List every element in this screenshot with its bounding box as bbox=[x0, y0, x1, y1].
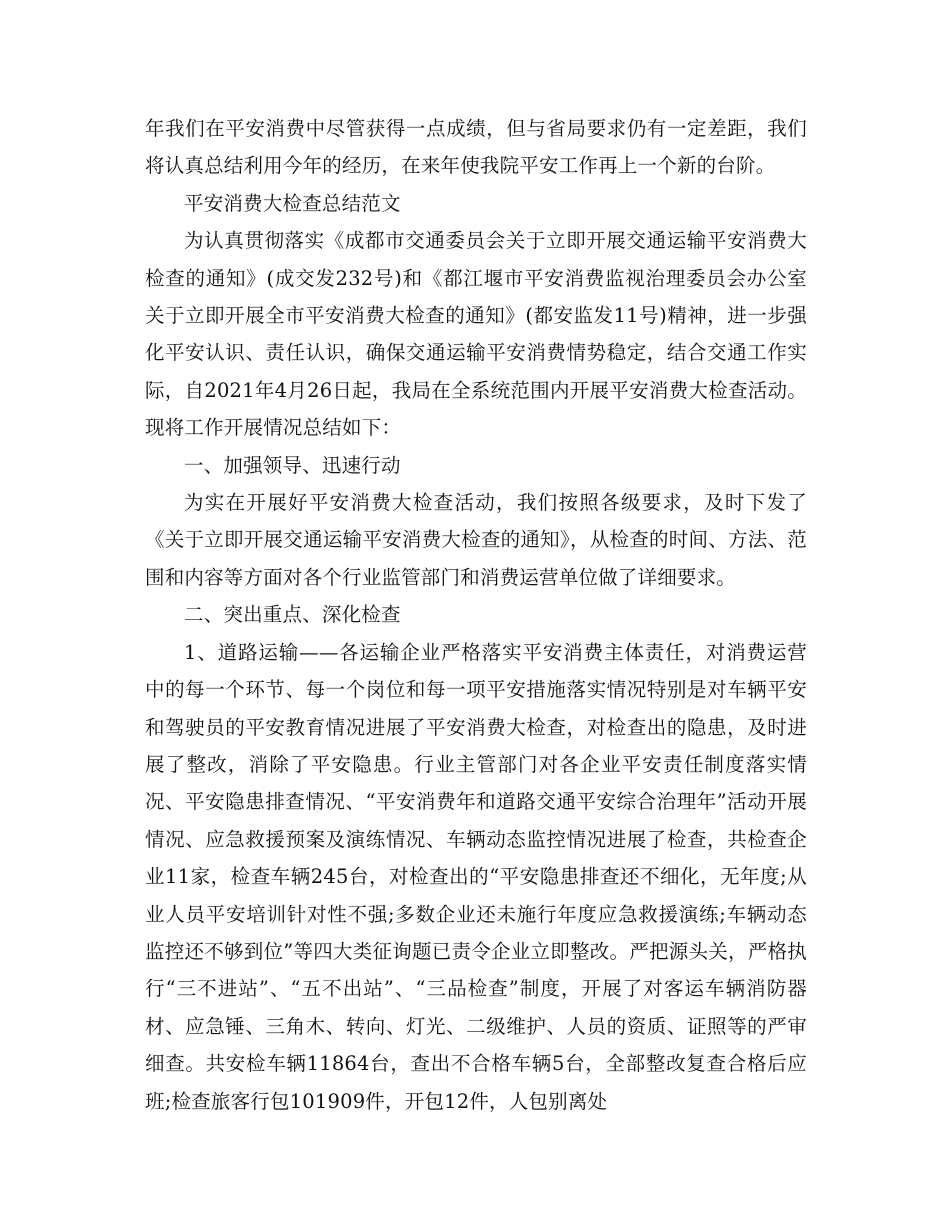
paragraph-leadership: 为实在开展好平安消费大检查活动，我们按照各级要求，及时下发了《关于立即开展交通运输平安消费大检查的通知》，从检查的时间、方法、范围和内容等方面对各个行业监管部门和消费运营单位做了详细要求。 bbox=[145, 491, 807, 589]
heading-one: 一、加强领导、迅速行动 bbox=[184, 453, 401, 477]
heading-two: 二、突出重点、深化检查 bbox=[184, 603, 401, 627]
document-body bbox=[145, 110, 807, 1120]
section-title: 平安消费大检查总结范文 bbox=[184, 191, 401, 215]
paragraph-road-transport: 1、道路运输——各运输企业严格落实平安消费主体责任，对消费运营中的每一个环节、每一个岗位和每一项平安措施落实情况特别是对车辆平安和驾驶员的平安教育情况进展了平安消费大检查，对检查出的隐患，及时进展了整改，消除了平安隐患。行业主管部门对各企业平安责任制度落实情况、平安隐患排查情况、“平安消费年和道路交通平安综合治理年”活动开展情况、应急救援预案及演练情况、车辆动态监控情况进展了检查，共检查企业11家，检查车辆245台，对检查出的“平安隐患排查还不细化，无年度;从业人员平安培训针对性不强;多数企业还未施行年度应急救援演练;车辆动态监控还不够到位”等四大类征询题已责令企业立即整改。严把源头关，严格执行“三不进站”、“五不出站”、“三品检查”制度，开展了对客运车辆消防器材、应急锤、三角木、转向、灯光、二级维护、人员的资质、证照等的严审细查。共安检车辆11864台，查出不合格车辆5台，全部整改复查合格后应班;检查旅客行包101909件，开包12件，人包别离处 bbox=[145, 640, 807, 1113]
paragraph-intro: 为认真贯彻落实《成都市交通委员会关于立即开展交通运输平安消费大检查的通知》(成交发232号)和《都江堰市平安消费监视治理委员会办公室关于立即开展全市平安消费大检查的通知》(都安监发11号)精神，进一步强化平安认识、责任认识，确保交通运输平安消费情势稳定，结合交通工作实际，自2021年4月26日起，我局在全系统范围内开展平安消费大检查活动。现将工作开展情况总结如下： bbox=[145, 229, 807, 440]
paragraph-continuation: 年我们在平安消费中尽管获得一点成绩，但与省局要求仍有一定差距，我们将认真总结利用今年的经历，在来年使我院平安工作再上一个新的台阶。 bbox=[145, 117, 807, 178]
